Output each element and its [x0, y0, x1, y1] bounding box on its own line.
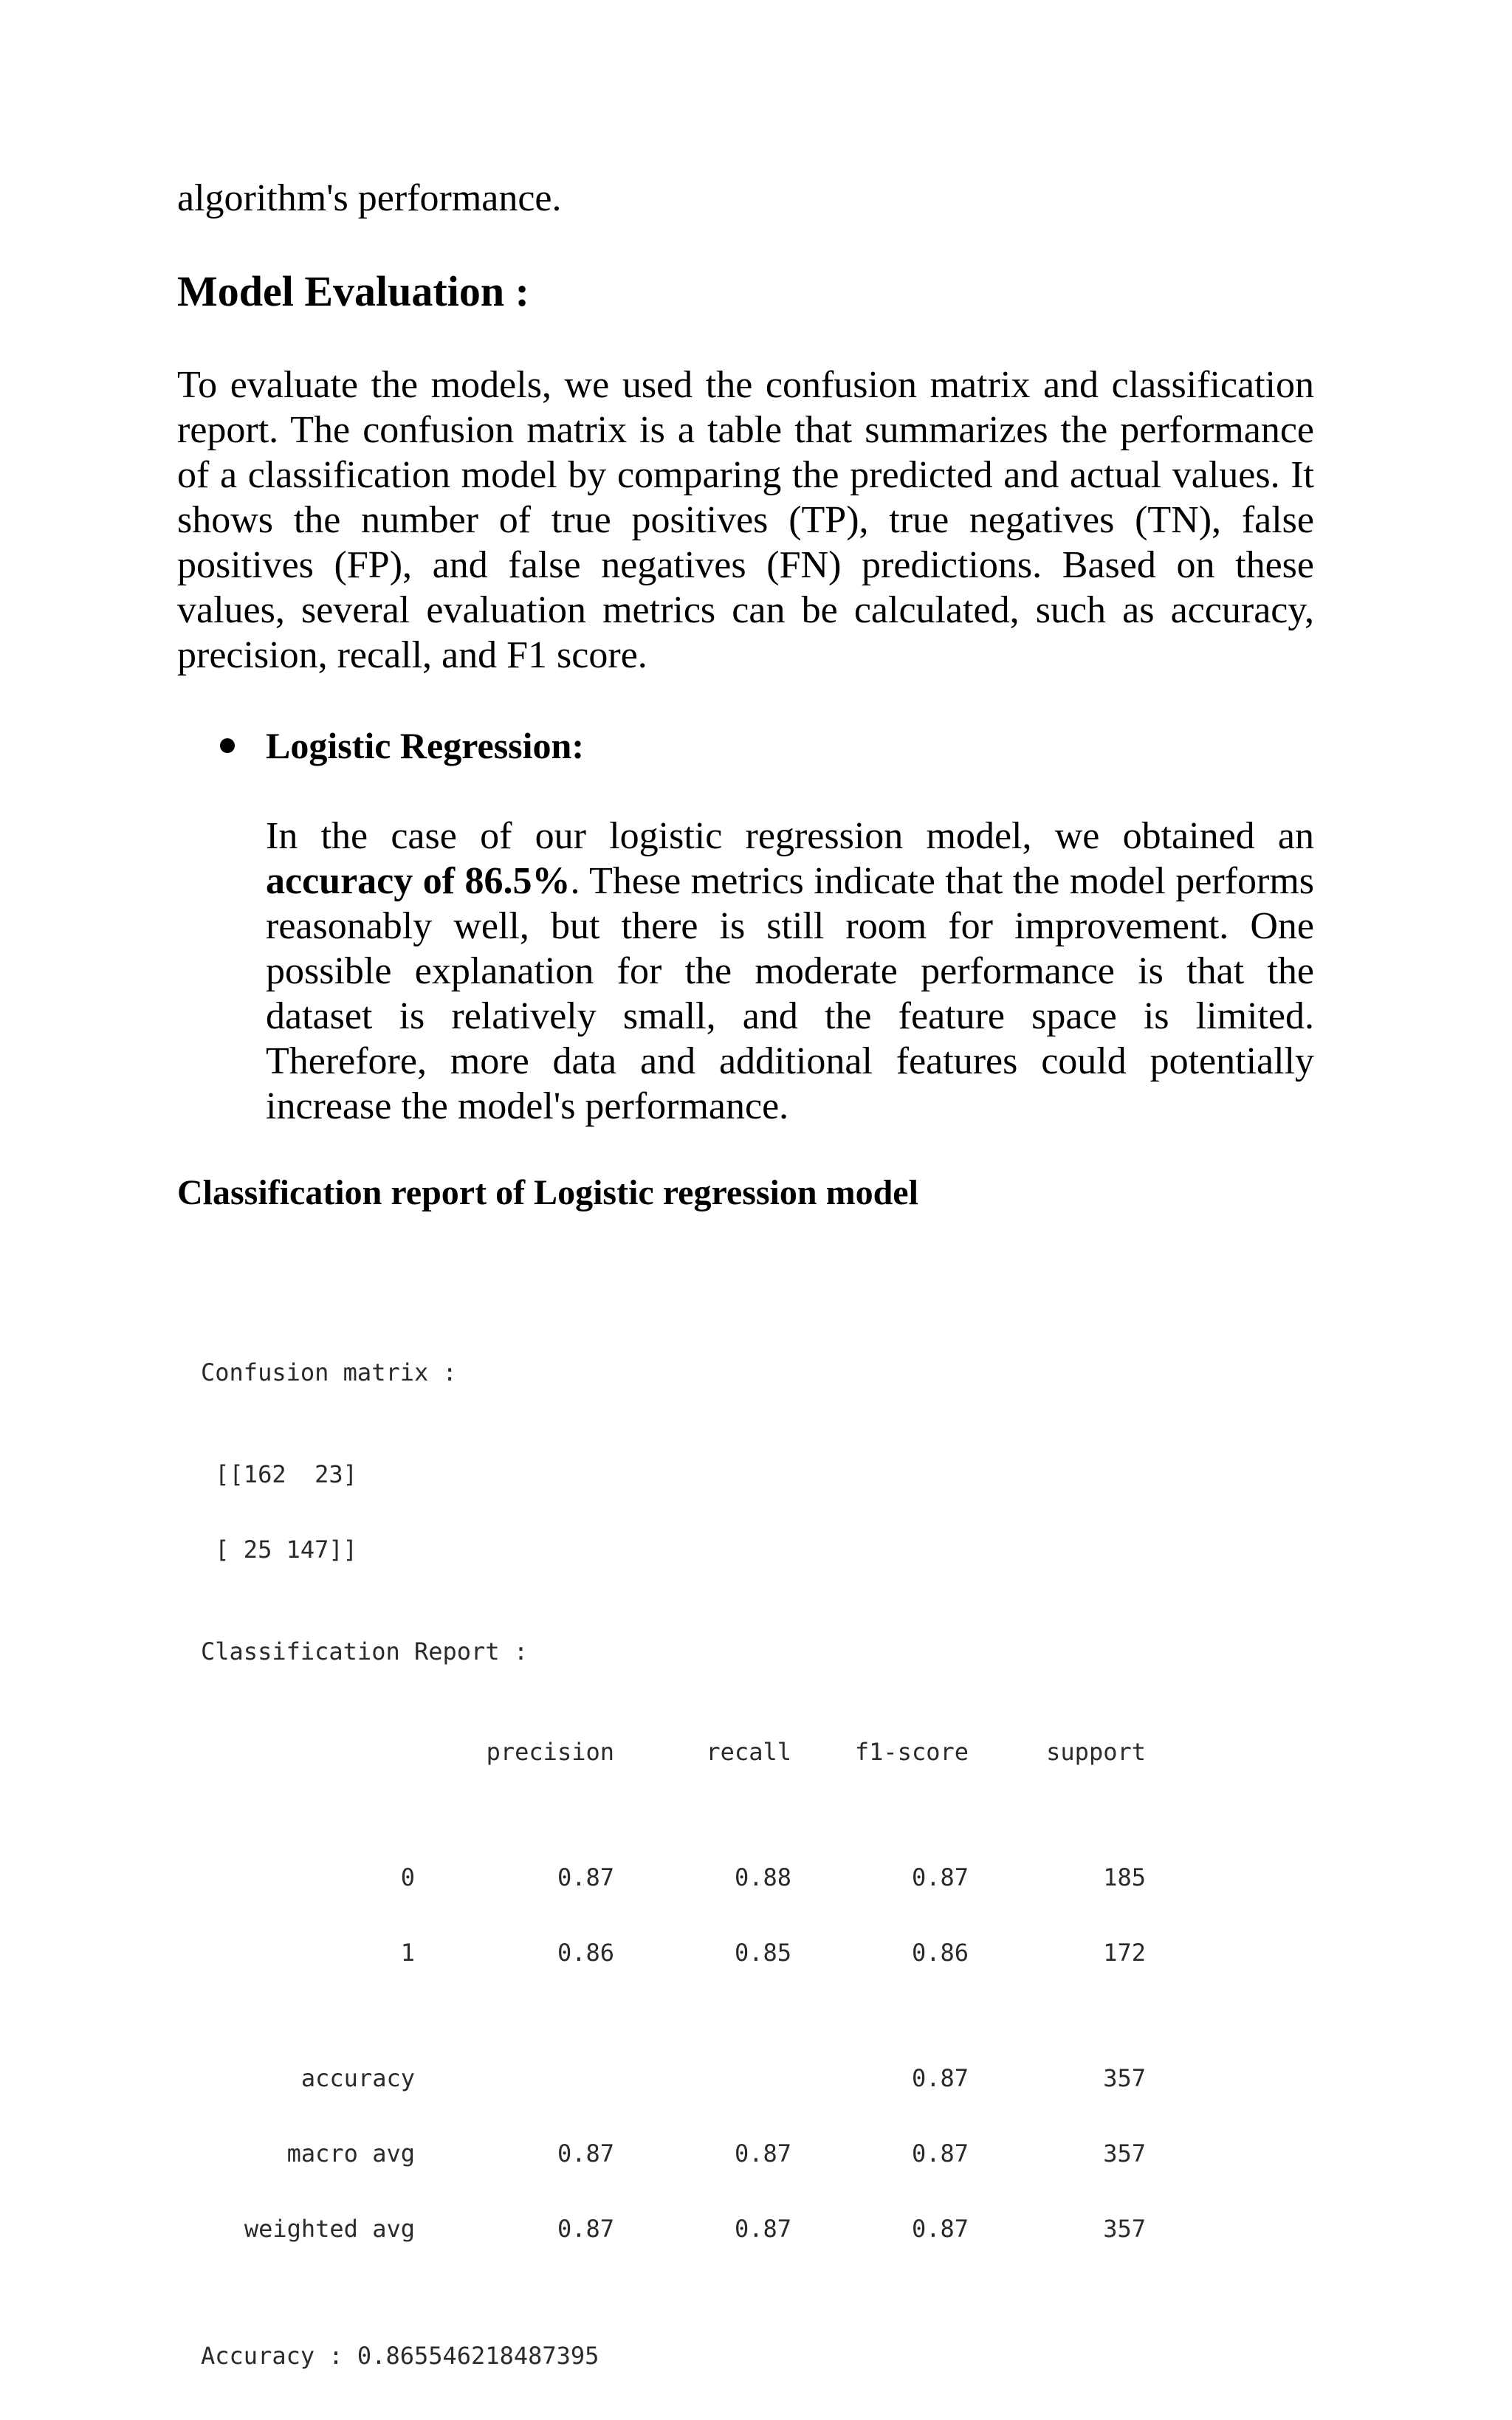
summary-support: 357 — [1103, 2139, 1146, 2168]
summary-precision: 0.87 — [557, 2215, 614, 2243]
matrix-row-2: [ 25 147]] — [201, 1536, 357, 1564]
row-support: 172 — [1103, 1939, 1146, 1967]
row-label: 0 — [400, 1863, 415, 1891]
row-recall: 0.85 — [734, 1939, 791, 1967]
row-f1: 0.87 — [911, 1863, 969, 1891]
summary-label: macro avg — [286, 2139, 415, 2168]
summary-row — [201, 2216, 1234, 2241]
intro-paragraph: To evaluate the models, we used the confusion matrix and classification report. The confusion matrix is a table that summarizes the performance of a classification model by comparing the predicted and actual values. It shows the number of true positives (TP), true negatives (TN), false positives (FP), and false negatives (FN) predictions. Based on these values, several evaluation metrics can be calculated, such as accuracy, precision, recall, and F1 score. — [177, 364, 1314, 676]
row-precision: 0.86 — [557, 1939, 614, 1967]
summary-recall: 0.87 — [734, 2139, 791, 2168]
summary-precision — [415, 2066, 614, 2091]
header-blank — [201, 1739, 415, 1764]
confusion-matrix-label: Confusion matrix : — [201, 1358, 457, 1386]
header-precision: precision — [486, 1738, 614, 1766]
document-content — [177, 176, 1314, 1214]
row-support: 185 — [1103, 1863, 1146, 1891]
row-f1: 0.86 — [911, 1939, 969, 1967]
summary-recall — [614, 2066, 791, 2091]
classification-report-label: Classification Report : — [201, 1637, 529, 1666]
summary-row — [201, 2141, 1234, 2166]
report-row — [201, 1865, 1234, 1890]
summary-label: weighted avg — [244, 2215, 415, 2243]
bullet-heading-text: Logistic Regression: — [266, 725, 584, 766]
header-f1-score: f1-score — [854, 1738, 969, 1766]
summary-recall: 0.87 — [734, 2215, 791, 2243]
summary-f1: 0.87 — [911, 2215, 969, 2243]
summary-label: accuracy — [300, 2064, 415, 2092]
lr-paragraph-end: . These metrics indicate that the model performs reasonably well, but there is still room for improvement. One possible explanation for the moderate performance is that the dataset is relatively small, and the feature space is limited. Therefore, more data and additional features could potentially increase the model's performance. — [266, 860, 1315, 1127]
matrix-row-1: [[162 23] — [201, 1460, 357, 1488]
accuracy-line: Accuracy : 0.865546218487395 — [201, 2342, 599, 2370]
logistic-regression-paragraph — [266, 814, 1314, 1129]
row-precision: 0.87 — [557, 1863, 614, 1891]
row-label: 1 — [400, 1939, 415, 1967]
bullet-dot-icon — [220, 738, 235, 753]
intro-line: algorithm's performance. — [177, 177, 562, 219]
report-header-row — [201, 1739, 1234, 1764]
header-support: support — [1046, 1738, 1146, 1766]
bullet-logistic-regression — [266, 723, 1314, 1129]
section-title: Model Evaluation : — [177, 267, 529, 315]
header-recall: recall — [706, 1738, 791, 1766]
summary-precision: 0.87 — [557, 2139, 614, 2168]
lr-paragraph-start: In the case of our logistic regression model, we obtained an — [266, 815, 1314, 857]
row-recall: 0.88 — [734, 1863, 791, 1891]
summary-support: 357 — [1103, 2064, 1146, 2092]
lr-accuracy-highlight: accuracy of 86.5% — [266, 860, 571, 902]
summary-f1: 0.87 — [911, 2139, 969, 2168]
summary-row — [201, 2066, 1234, 2091]
report-title: Classification report of Logistic regression model — [177, 1173, 918, 1212]
console-output — [201, 1310, 1234, 2419]
summary-support: 357 — [1103, 2215, 1146, 2243]
summary-f1: 0.87 — [911, 2064, 969, 2092]
report-row — [201, 1940, 1234, 1965]
bullet-heading — [266, 723, 1314, 768]
